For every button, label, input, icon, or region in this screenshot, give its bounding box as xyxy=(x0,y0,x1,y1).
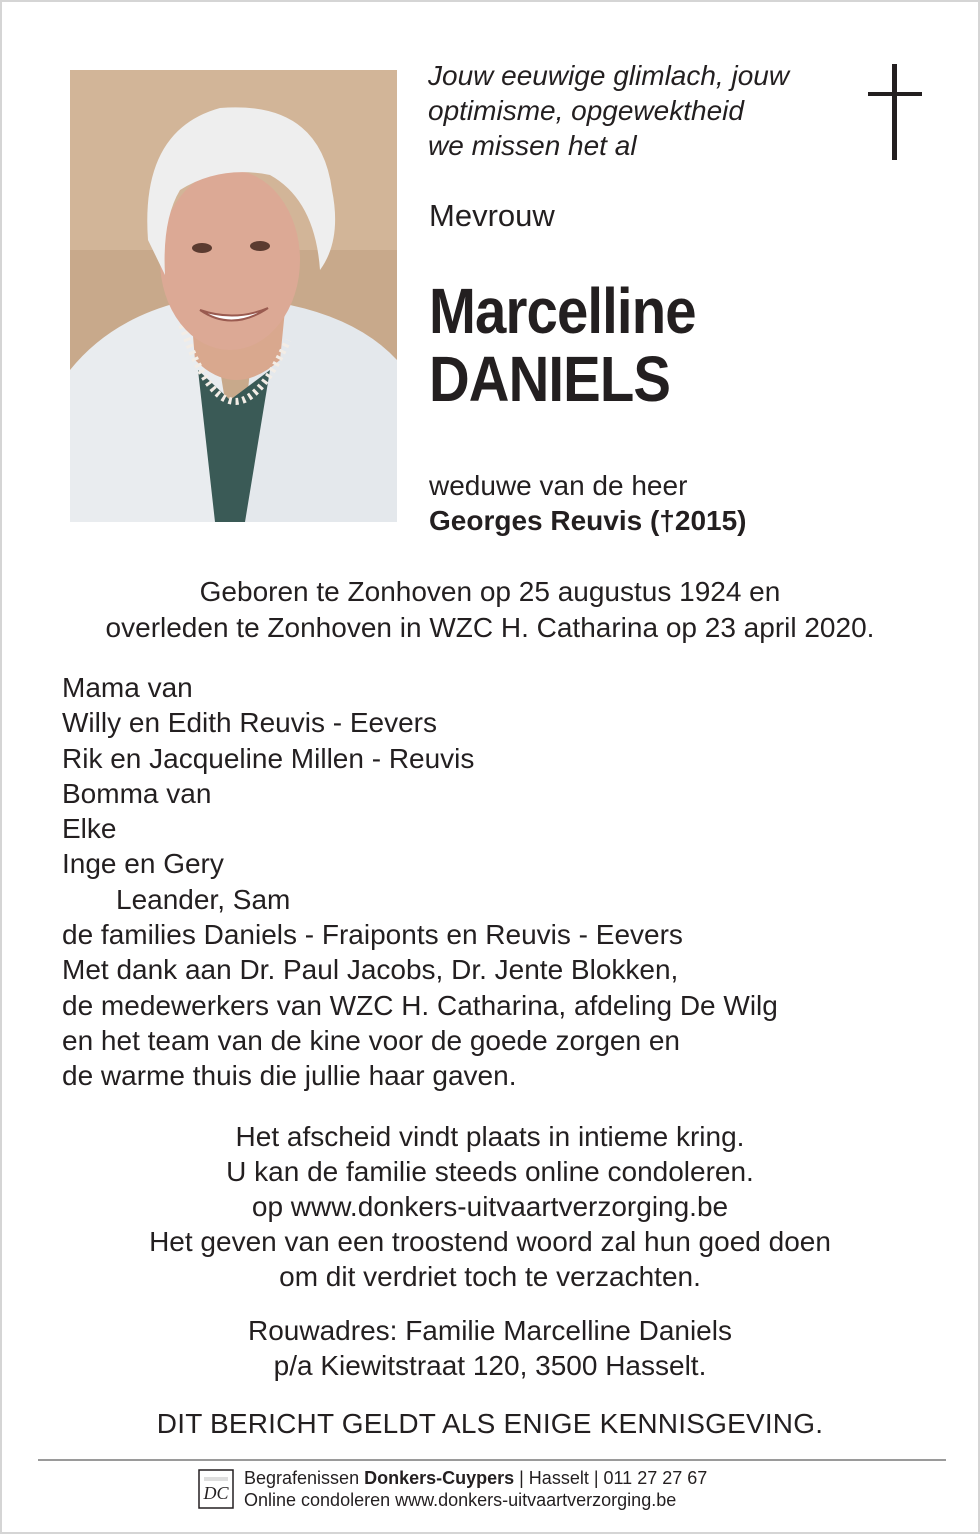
family-line: Met dank aan Dr. Paul Jacobs, Dr. Jente Blokken, xyxy=(62,954,679,986)
farewell-line: om dit verdriet toch te verzachten. xyxy=(279,1261,701,1292)
funeral-home-logo-icon xyxy=(198,1469,234,1509)
family-line: Elke xyxy=(62,813,117,845)
family-line: Bomma van xyxy=(62,777,212,809)
deceased-name xyxy=(429,277,696,413)
portrait-photo-icon xyxy=(70,70,397,522)
funeral-home-footer xyxy=(198,1466,707,1512)
farewell-line: op www.donkers-uitvaartverzorging.be xyxy=(251,1191,729,1222)
spouse-name: Georges Reuvis (†2015) xyxy=(429,505,747,536)
family-line: de medewerkers van WZC H. Catharina, afdeling De Wilg xyxy=(62,989,778,1021)
address-line: Rouwadres: Familie Marcelline Daniels xyxy=(248,1315,732,1346)
spouse-info xyxy=(429,468,747,538)
divider xyxy=(38,1459,946,1461)
footer-company: Donkers-Cuypers xyxy=(364,1468,515,1488)
family-line: de warme thuis die jullie haar gaven. xyxy=(62,1060,517,1092)
family-line: Leander, Sam xyxy=(116,883,291,915)
spouse-intro: weduwe van de heer xyxy=(429,470,688,501)
portrait-photo xyxy=(70,70,397,522)
quote-line: we missen het al xyxy=(428,130,637,161)
footer-prefix: Begrafenissen xyxy=(244,1468,365,1488)
honorific: Mevrouw xyxy=(429,198,555,233)
last-name: DANIELS xyxy=(429,343,671,415)
first-name: Marcelline xyxy=(429,275,696,347)
family-line: Rik en Jacqueline Millen - Reuvis xyxy=(62,742,475,774)
born-line: overleden te Zonhoven in WZC H. Catharina op 23 april 2020. xyxy=(105,612,875,643)
family-line: de families Daniels - Fraiponts en Reuvis - Eevers xyxy=(62,919,683,951)
quote xyxy=(428,58,868,163)
latin-cross-icon xyxy=(866,64,924,162)
farewell-line: U kan de familie steeds online condoleren. xyxy=(226,1156,754,1187)
footer-line-2: Online condoleren www.donkers-uitvaartverzorging.be xyxy=(244,1490,677,1510)
born-line: Geboren te Zonhoven op 25 augustus 1924 en xyxy=(199,576,781,607)
notice-statement: DIT BERICHT GELDT ALS ENIGE KENNISGEVING. xyxy=(156,1408,824,1439)
footer-suffix: | Hasselt | 011 27 27 67 xyxy=(514,1468,708,1488)
footer-text xyxy=(244,1467,707,1511)
svg-text:DC: DC xyxy=(203,1483,229,1503)
family-line: Mama van xyxy=(62,672,193,703)
family-line: en het team van de kine voor de goede zorgen en xyxy=(62,1024,680,1056)
address-line: p/a Kiewitstraat 120, 3500 Hasselt. xyxy=(273,1350,707,1381)
farewell-line: Het afscheid vindt plaats in intieme kring. xyxy=(235,1121,745,1152)
family-list xyxy=(62,670,778,1094)
farewell-info xyxy=(2,1119,978,1294)
birth-death-info xyxy=(2,574,978,646)
mourning-address xyxy=(2,1313,978,1383)
footer-line-1 xyxy=(244,1467,707,1489)
quote-line: optimisme, opgewektheid xyxy=(428,95,744,126)
family-line: Inge en Gery xyxy=(62,848,224,880)
quote-line: Jouw eeuwige glimlach, jouw xyxy=(428,60,790,91)
farewell-line: Het geven van een troostend woord zal hun goed doen xyxy=(149,1226,831,1257)
family-line: Willy en Edith Reuvis - Eevers xyxy=(62,707,438,739)
